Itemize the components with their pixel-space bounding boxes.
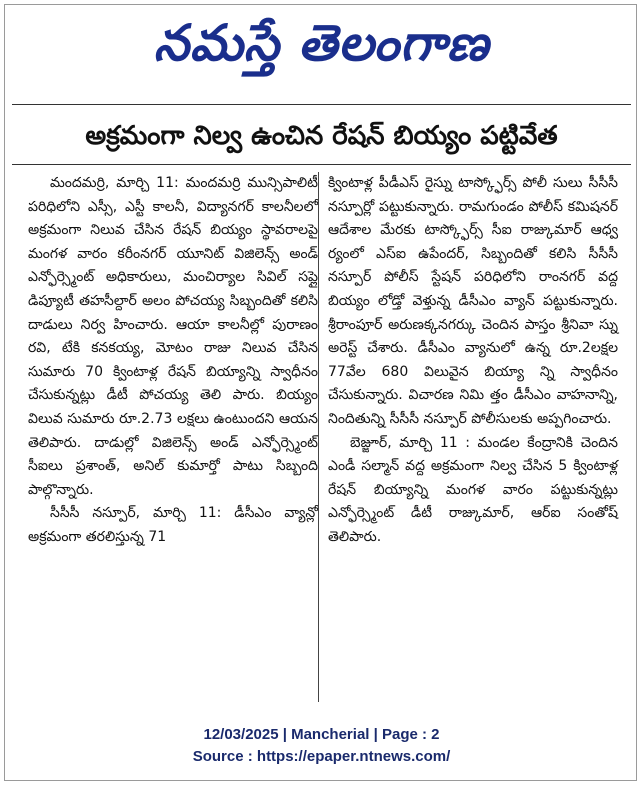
column-divider: [318, 172, 319, 702]
article-headline: అక్రమంగా నిల్వ ఉంచిన రేషన్ బియ్యం పట్టివేత: [85, 121, 558, 151]
article-paragraph: సీసీసీ నస్పూర్, మార్చి 11: డీసీఎం వ్యాన్లో అక్రమంగా తరలిస్తున్న 71: [28, 505, 318, 545]
article-paragraph: మందమర్రి, మార్చి 11: మందమర్రి మున్సిపాలిటీ పరిధిలోని ఎస్సీ, ఎస్టీ కాలనీ, విద్యానగర్ కాలనీలలో అక్రమంగా నిలువ చేసిన రేషన్ బియ్యం స్థావరాలపై మంగళ వారం కరీంనగర్ యూనిట్ విజిలెన్స్ అండ్ ఎన్ఫోర్స్మెంట్ అధికారులు, మంచిర్యాల సివిల్ సప్లై డిప్యూటీ తహసీల్దార్ అలం పోచయ్య సిబ్బందితో కలిసి దాడులు నిర్వ హించారు. ఆయా కాలనీల్లో పురాణం రవి, టేకి కనకయ్య, మోటం రాజు నిలువ చేసిన సుమారు 70 క్వింటాళ్ల రేషన్ బియ్యాన్ని స్వాధీనం చేసుకున్నట్లు డీటీ పోచయ్య తెలి పారు. బియ్యం విలువ సుమారు రూ.2.73 లక్షలు ఉంటుందని ఆయన తెలిపారు. దాడుల్లో విజిలెన్స్ అండ్ ఎన్ఫోర్స్మెంట్ సీఐలు ప్రశాంత్, అనిల్ కుమార్తో పాటు సిబ్బంది పాల్గొన్నారు.: [28, 175, 318, 498]
newspaper-logo: నమస్తే తెలంగాణ: [153, 14, 490, 72]
masthead: [0, 8, 643, 78]
page-footer: [0, 724, 643, 768]
source-link[interactable]: Source : https://epaper.ntnews.com/: [192, 748, 451, 765]
article-paragraph: బెజ్జూర్, మార్చి 11 : మండల కేంద్రానికి చెందిన ఎండీ సల్మాన్ వద్ద అక్రమంగా నిల్వ చేసిన 5 క్వింటాళ్ల రేషన్ బియ్యాన్ని మంగళ వారం పట్టుకున్నట్లు ఎన్ఫోర్స్మెంట్ డీటీ రాజ్కుమార్, ఆర్ఐ సంతోష్ తెలిపారు.: [328, 434, 618, 545]
article-paragraph: క్వింటాళ్ల పీడీఎస్ రైస్ను టాస్క్ఫోర్స్ పోలీ సులు సీసీసీ నస్పూర్లో పట్టుకున్నారు. రామగుండం పోలీస్ కమిషనర్ ఆదేశాల మేరకు టాస్క్ఫోర్స్ సీఐ రాజ్కుమార్ ఆధ్వ ర్యంలో ఎస్ఐ ఉపేందర్, సిబ్బందితో కలిసి సీసీసీ నస్పూర్ పోలీస్ స్టేషన్ పరిధిలోని రాంనగర్ వద్ద బియ్యం లోడ్తో వెళ్తున్న డీసీఎం వ్యాన్ పట్టుకున్నారు. శ్రీరాంపూర్ అరుణక్కనగర్కు చెందిన పాస్తం శ్రీనివా స్ను అరెస్ట్ చేశారు. డీసీఎం వ్యానులో ఉన్న రూ.2లక్షల 77వేల 680 విలువైన బియ్యా న్ని స్వాధీనం చేసుకున్నారు. విచారణ నిమి త్తం డీసీఎం వాహనాన్ని, నిందితున్ని సీసీసీ నస్పూర్ పోలీసులకు అప్పగించారు.: [328, 175, 618, 427]
article-column-left: [28, 172, 318, 550]
edition-info: 12/03/2025 | Mancherial | Page : 2: [203, 726, 440, 743]
masthead-divider: [12, 104, 631, 105]
headline-divider: [12, 164, 631, 165]
article-column-right: [328, 172, 618, 550]
